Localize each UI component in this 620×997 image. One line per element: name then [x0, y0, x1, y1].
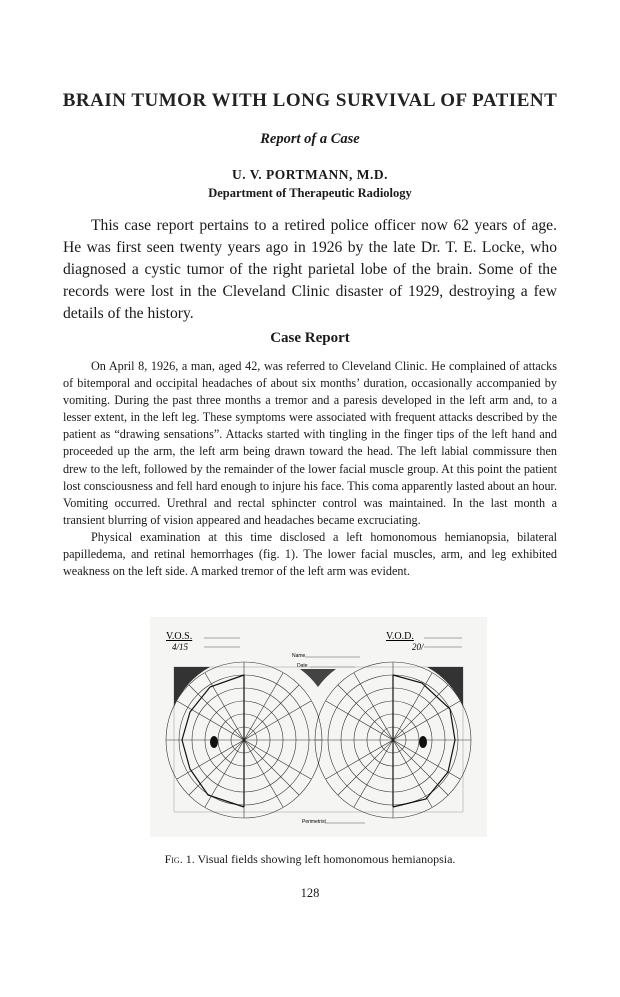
left-blind-spot — [210, 736, 218, 748]
case-paragraph-1: On April 8, 1926, a man, aged 42, was referred to Cleveland Clinic. He complained of attacks of bitemporal and occipital headaches of about six months’ duration, occasionally accompanied by vomiting. During the past three months a tremor and a paresis developed in the left arm and, to a lesser extent, in the left leg. These symptoms were associated with frequent attacks described by the patient as “drawing sensations”. Attacks started with tingling in the finger tips of the left hand and proceeded up the arm, the left arm being drawn toward the head. The left labial commissure then drew to the left, followed by the remainder of the lower facial muscle group. At this point the patient lost consciousness and fell hard enough to injure his face. This coma apparently lasted about an hour. Vomiting occurred. Urethral and rectal sphincter control was maintained. In the last month a transient blurring of vision appeared and headaches became excruciating. — [63, 359, 557, 527]
article-author: U. V. PORTMANN, M.D. — [231, 167, 389, 182]
left-eye-field — [166, 662, 322, 818]
chart-name-label: Name — [292, 653, 306, 659]
perimetry-chart — [150, 617, 487, 837]
figure-caption-label: Fig. 1. — [164, 852, 195, 866]
right-eye-label: V.O.D. — [386, 631, 414, 642]
figure-caption — [40, 852, 580, 867]
page-number: 128 — [300, 886, 320, 900]
article-subtitle: Report of a Case — [260, 131, 360, 147]
author-department: Department of Therapeutic Radiology — [208, 186, 412, 200]
right-eye-note: 20/ — [412, 642, 424, 652]
article-title: BRAIN TUMOR WITH LONG SURVIVAL OF PATIENT — [62, 90, 558, 111]
case-report-body — [63, 358, 557, 580]
section-heading: Case Report — [270, 330, 350, 346]
case-paragraph-2: Physical examination at this time disclosed a left homonomous hemianopsia, bilateral papilledema, and retinal hemorrhages (fig. 1). The lower facial muscles, arm, and leg exhibited weakness on the left side. A marked tremor of the left arm was evident. — [63, 529, 557, 579]
left-eye-note: 4/15 — [172, 642, 189, 652]
shaded-corner — [300, 669, 336, 687]
intro-paragraph: This case report pertains to a retired police officer now 62 years of age. He was first seen twenty years ago in 1926 by the late Dr. T. E. Locke, who diagnosed a cystic tumor of the right parietal lobe of the brain. Some of the records were lost in the Cleveland Clinic disaster of 1929, destroying a few details of the history. — [63, 217, 557, 322]
figure-caption-text: Visual fields showing left homonomous hemianopsia. — [197, 852, 456, 866]
right-eye-field — [315, 662, 471, 818]
perimetrist-label: Perimetrist — [302, 819, 326, 825]
right-blind-spot — [419, 736, 427, 748]
left-eye-label: V.O.S. — [166, 631, 193, 642]
chart-date-label: Date — [297, 663, 308, 669]
visual-field-figure — [150, 617, 487, 837]
